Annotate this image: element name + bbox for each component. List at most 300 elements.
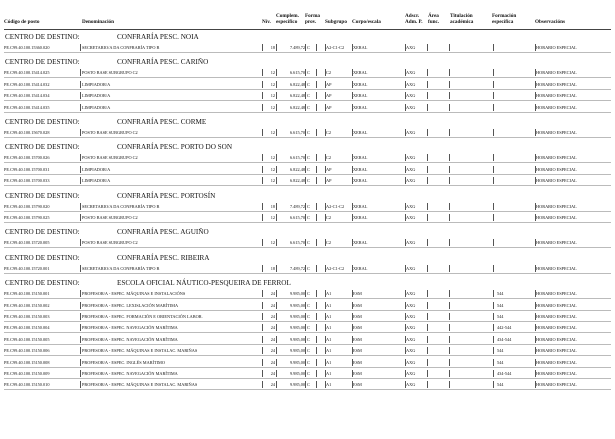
cell-divider: [305, 290, 306, 297]
cell-forma: C: [307, 45, 310, 50]
cell-divider: [80, 324, 81, 331]
cell-divider: [305, 381, 306, 388]
centro-label: CENTRO DE DESTINO:: [5, 253, 80, 262]
col-header-complemento-1: Complem.: [276, 13, 299, 19]
cell-area: [428, 358, 448, 367]
cell-code: PE.C99.40.100.15150.003: [4, 314, 50, 319]
col-header-subgrupo: Subgrupo: [325, 19, 347, 25]
cell-adscr: AXG: [406, 325, 416, 331]
cell-observacions: HORARIO ESPECIAL: [536, 382, 577, 388]
cell-area: [428, 165, 448, 174]
cell-titulacion: [450, 380, 492, 389]
cell-divider: [305, 359, 306, 366]
cell-complemento: 7.489,72: [289, 265, 305, 271]
cell-titulacion: [450, 289, 492, 298]
row-separator: [4, 77, 611, 78]
centro-label: CENTRO DE DESTINO:: [5, 33, 80, 41]
cell-divider: [493, 69, 494, 76]
cell-complemento: 9.985,00: [289, 348, 305, 354]
cell-divider: [305, 154, 306, 161]
cell-forma: C: [307, 203, 310, 209]
cell-code: PE.C99.40.100.15150.006: [4, 348, 50, 354]
table-row: [4, 165, 611, 174]
cell-nivel: 24: [270, 302, 275, 308]
cell-divider: [305, 239, 306, 246]
table-row: [4, 358, 611, 367]
cell-divider: [80, 203, 81, 210]
cell-code: PE.C99.40.100.15700.026: [4, 155, 50, 161]
cell-divider: [305, 129, 306, 136]
row-separator: [4, 162, 611, 163]
cell-divider: [316, 69, 317, 76]
cell-divider: [316, 81, 317, 88]
col-header-area-2: func.: [428, 19, 440, 25]
cell-nivel: 12: [270, 70, 275, 76]
cell-formacion: [497, 103, 533, 112]
centro-name: CONFRARÍA PESC. PORTO DO SON: [117, 143, 233, 152]
row-separator: [4, 355, 611, 356]
cell-nivel: 18: [270, 45, 275, 50]
cell-formacion: 544: [497, 359, 504, 365]
col-header-titulacion-1: Titulación: [450, 13, 473, 19]
cell-divider: [80, 177, 81, 184]
cell-complemento: 6.615,70: [289, 155, 305, 161]
cell-corpo: ESM: [353, 302, 362, 308]
cell-divider: [80, 347, 81, 354]
cell-code: PE.C99.40.100.15150.002: [4, 302, 50, 308]
cell-denominacion: PROFESOR/A - ESPEC. NAVEGACIÓN MARÍTIMA: [82, 325, 178, 331]
cell-forma: C: [307, 178, 310, 184]
cell-corpo: XERAL: [353, 178, 368, 184]
cell-forma: C: [307, 336, 310, 342]
cell-divider: [316, 347, 317, 354]
row-separator: [4, 52, 611, 53]
cell-adscr: AXG: [406, 291, 416, 297]
cell-subgrupo: C2: [326, 70, 332, 76]
cell-complemento: 9.985,00: [289, 359, 305, 365]
cell-corpo: ESM: [353, 348, 362, 354]
cell-nivel: 12: [270, 178, 275, 184]
cell-denominacion: LIMPIADOR/A: [82, 93, 111, 99]
cell-divider: [305, 81, 306, 88]
cell-code: PE.C99.40.100.15700.031: [4, 166, 50, 172]
cell-formacion: [497, 68, 533, 77]
cell-corpo: XERAL: [353, 155, 368, 161]
cell-adscr: AXG: [406, 70, 416, 76]
cell-nivel: 24: [270, 325, 275, 331]
cell-adscr: AXG: [406, 45, 416, 50]
cell-nivel: 12: [270, 104, 275, 110]
cell-complemento: 9.985,00: [289, 314, 305, 319]
cell-divider: [305, 214, 306, 221]
col-header-codigo: Código de posto: [4, 19, 40, 25]
cell-denominacion: PROFESOR/A - ESPEC. MÁQUINAS E INSTALAC. MARIÑAS: [82, 348, 198, 354]
cell-denominacion: SECRETARIO/A DA CONFRARÍA TIPO B: [82, 265, 160, 271]
cell-area: [428, 369, 448, 378]
centro-label: CENTRO DE DESTINO:: [5, 279, 80, 288]
cell-titulacion: [450, 91, 492, 100]
cell-subgrupo: A1: [326, 382, 332, 388]
cell-adscr: AXG: [406, 81, 416, 87]
cell-complemento: 9.985,00: [289, 291, 305, 297]
cell-divider: [80, 239, 81, 246]
cell-area: [428, 176, 448, 185]
cell-divider: [316, 265, 317, 272]
cell-nivel: 24: [270, 359, 275, 365]
centro-label: CENTRO DE DESTINO:: [5, 143, 80, 152]
cell-code: PE.C99.40.100.15720.001: [4, 265, 50, 271]
cell-divider: [305, 44, 306, 51]
cell-titulacion: [450, 202, 492, 211]
cell-denominacion: LIMPIADOR/A: [82, 178, 111, 184]
cell-area: [428, 346, 448, 355]
cell-observacions: HORARIO ESPECIAL: [536, 325, 577, 331]
cell-area: [428, 43, 448, 52]
table-row: [4, 103, 611, 112]
cell-area: [428, 68, 448, 77]
row-separator: [4, 174, 611, 175]
cell-corpo: XERAL: [353, 215, 368, 220]
cell-divider: [80, 154, 81, 161]
row-separator: [4, 112, 611, 113]
cell-divider: [493, 265, 494, 272]
cell-denominacion: LIMPIADOR/A: [82, 104, 111, 110]
cell-adscr: AXG: [406, 93, 416, 99]
cell-adscr: AXG: [406, 104, 416, 110]
cell-code: PE.C99.40.100.15720.005: [4, 240, 50, 246]
cell-divider: [80, 370, 81, 377]
cell-divider: [316, 324, 317, 331]
cell-complemento: 7.489,72: [289, 203, 305, 209]
table-row: [4, 91, 611, 100]
centro-label: CENTRO DE DESTINO:: [5, 118, 80, 126]
cell-corpo: XERAL: [353, 130, 368, 135]
cell-denominacion: PROFESOR/A - ESPEC. MÁQUINAS E INSTALACIÓNS: [82, 291, 186, 297]
col-header-formacion-2: específica: [492, 19, 514, 25]
cell-formacion: [497, 202, 533, 211]
cell-area: [428, 128, 448, 137]
cell-subgrupo: A1: [326, 302, 332, 308]
cell-divider: [316, 370, 317, 377]
cell-forma: C: [307, 348, 310, 354]
cell-titulacion: [450, 43, 492, 52]
cell-forma: C: [307, 166, 310, 172]
cell-observacions: HORARIO ESPECIAL: [536, 240, 577, 246]
cell-area: [428, 153, 448, 162]
cell-code: PE.C99.40.100.15790.020: [4, 203, 50, 209]
cell-titulacion: [450, 238, 492, 247]
cell-titulacion: [450, 68, 492, 77]
cell-observacions: HORARIO ESPECIAL: [536, 314, 577, 319]
col-header-adscr-1: Adscr.: [405, 13, 420, 19]
cell-divider: [316, 313, 317, 320]
cell-adscr: AXG: [406, 240, 416, 246]
cell-adscr: AXG: [406, 178, 416, 184]
cell-forma: C: [307, 302, 310, 308]
cell-nivel: 12: [270, 93, 275, 99]
cell-code: PE.C99.40.100.15150.010: [4, 382, 50, 388]
row-separator: [4, 222, 611, 223]
cell-subgrupo: A1: [326, 336, 332, 342]
cell-corpo: ESM: [353, 314, 362, 319]
cell-complemento: 6.822,48: [289, 178, 305, 184]
cell-adscr: AXG: [406, 314, 416, 319]
table-row: [4, 346, 611, 355]
cell-area: [428, 323, 448, 332]
cell-observacions: HORARIO ESPECIAL: [536, 336, 577, 342]
row-separator: [4, 332, 611, 333]
cell-divider: [305, 302, 306, 309]
cell-divider: [80, 290, 81, 297]
cell-complemento: 9.985,00: [289, 382, 305, 388]
cell-complemento: 6.615,70: [289, 70, 305, 76]
table-row: [4, 80, 611, 89]
cell-formacion: [497, 91, 533, 100]
col-header-titulacion-2: académica: [450, 19, 474, 25]
cell-nivel: 12: [270, 130, 275, 135]
cell-forma: C: [307, 265, 310, 271]
cell-divider: [316, 129, 317, 136]
cell-divider: [305, 347, 306, 354]
cell-corpo: ESM: [353, 371, 362, 376]
centro-name: CONFRARÍA PESC. PORTOSÍN: [117, 191, 216, 200]
cell-adscr: AXG: [406, 302, 416, 308]
cell-subgrupo: AP: [326, 93, 332, 99]
cell-divider: [493, 92, 494, 99]
cell-code: PE.C99.40.100.15414.034: [4, 93, 50, 99]
cell-complemento: 6.822,48: [289, 104, 305, 110]
cell-observacions: HORARIO ESPECIAL: [536, 166, 577, 172]
cell-complemento: 6.822,48: [289, 93, 305, 99]
table-row: [4, 43, 611, 52]
col-header-forma-2: prov.: [305, 19, 317, 25]
cell-observacions: HORARIO ESPECIAL: [536, 130, 577, 135]
cell-divider: [80, 166, 81, 173]
cell-denominacion: PROFESOR/A - ESPEC. LEXISLACIÓN MARÍTIMA: [82, 302, 179, 308]
cell-corpo: XERAL: [353, 166, 368, 172]
cell-formacion: [497, 128, 533, 137]
section-heading: [5, 254, 209, 262]
cell-titulacion: [450, 312, 492, 321]
cell-area: [428, 238, 448, 247]
row-separator: [4, 137, 611, 138]
cell-denominacion: PROFESOR/A - ESPEC. INGLÉS MARÍTIMO: [82, 359, 165, 365]
cell-nivel: 24: [270, 371, 275, 376]
col-header-forma-1: Forma: [305, 13, 320, 19]
cell-observacions: HORARIO ESPECIAL: [536, 265, 577, 271]
cell-code: PE.C99.40.100.15150.009: [4, 371, 50, 376]
cell-complemento: 6.615,70: [289, 215, 305, 220]
cell-forma: C: [307, 359, 310, 365]
cell-divider: [316, 154, 317, 161]
cell-divider: [493, 302, 494, 309]
row-separator: [4, 310, 611, 311]
cell-code: PE.C99.40.100.15150.005: [4, 336, 50, 342]
row-separator: [4, 273, 611, 274]
cell-forma: C: [307, 382, 310, 388]
cell-code: PE.C99.40.100.15790.025: [4, 215, 50, 220]
cell-corpo: ESM: [353, 291, 362, 297]
row-separator: [4, 298, 611, 299]
cell-denominacion: PROFESOR/A - ESPEC. MÁQUINAS E INSTALAC. MARIÑAS: [82, 382, 198, 388]
cell-formacion: [497, 176, 533, 185]
cell-forma: C: [307, 240, 310, 246]
cell-complemento: 9.985,00: [289, 302, 305, 308]
cell-corpo: ESM: [353, 336, 362, 342]
cell-divider: [305, 324, 306, 331]
table-row: [4, 264, 611, 273]
cell-observacions: HORARIO ESPECIAL: [536, 302, 577, 308]
cell-observacions: HORARIO ESPECIAL: [536, 104, 577, 110]
cell-subgrupo: AP: [326, 166, 332, 172]
row-separator: [4, 389, 611, 390]
table-row: [4, 128, 611, 137]
cell-divider: [80, 104, 81, 111]
cell-titulacion: [450, 176, 492, 185]
cell-divider: [316, 104, 317, 111]
cell-denominacion: PROFESOR/A - ESPEC. NAVEGACIÓN MARÍTIMA: [82, 336, 178, 342]
cell-divider: [316, 381, 317, 388]
cell-corpo: XERAL: [353, 70, 368, 76]
cell-nivel: 24: [270, 314, 275, 319]
table-row: [4, 369, 611, 378]
cell-denominacion: SECRETARIO/A DA CONFRARÍA TIPO B: [82, 203, 160, 209]
cell-forma: C: [307, 104, 310, 110]
cell-titulacion: [450, 335, 492, 344]
cell-observacions: HORARIO ESPECIAL: [536, 371, 577, 376]
section-heading: [5, 58, 208, 66]
cell-area: [428, 80, 448, 89]
cell-divider: [493, 177, 494, 184]
cell-code: PE.C99.40.100.15150.001: [4, 291, 50, 297]
col-header-nivel: Nív.: [262, 19, 271, 25]
cell-divider: [316, 214, 317, 221]
col-header-observacions: Observacións: [535, 19, 565, 25]
cell-area: [428, 289, 448, 298]
header-rule: [4, 29, 611, 30]
cell-nivel: 24: [270, 382, 275, 388]
section-heading: [5, 143, 232, 151]
cell-corpo: ESM: [353, 325, 362, 331]
cell-titulacion: [450, 358, 492, 367]
cell-nivel: 12: [270, 215, 275, 220]
row-separator: [4, 185, 611, 186]
cell-corpo: XERAL: [353, 203, 368, 209]
cell-adscr: AXG: [406, 215, 416, 220]
cell-divider: [305, 177, 306, 184]
cell-formacion: [497, 264, 533, 273]
cell-divider: [80, 302, 81, 309]
cell-forma: C: [307, 371, 310, 376]
cell-divider: [493, 166, 494, 173]
row-separator: [4, 89, 611, 90]
cell-observacions: HORARIO ESPECIAL: [536, 45, 577, 50]
cell-forma: C: [307, 81, 310, 87]
cell-area: [428, 264, 448, 273]
row-separator: [4, 100, 611, 101]
cell-observacions: HORARIO ESPECIAL: [536, 215, 577, 220]
table-row: [4, 323, 611, 332]
cell-divider: [305, 313, 306, 320]
cell-formacion: [497, 213, 533, 222]
cell-corpo: XERAL: [353, 240, 368, 246]
table-row: [4, 289, 611, 298]
cell-observacions: HORARIO ESPECIAL: [536, 93, 577, 99]
table-row: [4, 176, 611, 185]
cell-denominacion: POSTO BASE SUBGRUPO C2: [82, 70, 138, 76]
centro-name: ESCOLA OFICIAL NÁUTICO-PESQUEIRA DE FERROL: [117, 279, 291, 288]
cell-corpo: XERAL: [353, 265, 368, 271]
cell-area: [428, 91, 448, 100]
cell-complemento: 7.489,72: [289, 45, 305, 50]
cell-subgrupo: A1: [326, 291, 332, 297]
cell-subgrupo: AP: [326, 81, 332, 87]
cell-code: PE.C99.40.100.15414.032: [4, 81, 50, 87]
cell-divider: [316, 92, 317, 99]
table-row: [4, 238, 611, 247]
cell-code: PE.C99.40.100.15414.025: [4, 70, 50, 76]
cell-subgrupo: A2-C1-C2: [326, 265, 345, 271]
cell-subgrupo: A1: [326, 371, 332, 376]
cell-divider: [493, 129, 494, 136]
cell-divider: [305, 265, 306, 272]
table-row: [4, 335, 611, 344]
cell-divider: [80, 214, 81, 221]
cell-complemento: 6.822,48: [289, 166, 305, 172]
cell-formacion: [497, 238, 533, 247]
cell-code: PE.C99.40.100.15414.035: [4, 104, 50, 110]
cell-titulacion: [450, 153, 492, 162]
col-header-denominacion: Denominación: [82, 19, 114, 25]
table-row: [4, 301, 611, 310]
cell-denominacion: POSTO BASE SUBGRUPO C2: [82, 215, 138, 220]
cell-nivel: 24: [270, 291, 275, 297]
cell-forma: C: [307, 130, 310, 135]
cell-adscr: AXG: [406, 203, 416, 209]
cell-formacion: 544: [497, 382, 504, 388]
cell-divider: [493, 104, 494, 111]
cell-titulacion: [450, 323, 492, 332]
cell-divider: [80, 44, 81, 51]
cell-divider: [305, 104, 306, 111]
cell-subgrupo: C2: [326, 155, 332, 161]
cell-divider: [316, 203, 317, 210]
cell-forma: C: [307, 93, 310, 99]
cell-formacion: 544: [497, 302, 504, 308]
cell-forma: C: [307, 291, 310, 297]
cell-divider: [80, 92, 81, 99]
centro-label: CENTRO DE DESTINO:: [5, 58, 80, 67]
cell-adscr: AXG: [406, 382, 416, 388]
table-row: [4, 380, 611, 389]
cell-nivel: 12: [270, 81, 275, 87]
cell-divider: [305, 92, 306, 99]
row-separator: [4, 211, 611, 212]
cell-formacion: [497, 153, 533, 162]
cell-denominacion: SECRETARIO/A DA CONFRARÍA TIPO B: [82, 45, 160, 50]
cell-subgrupo: A2-C1-C2: [326, 203, 345, 209]
cell-divider: [80, 81, 81, 88]
cell-corpo: XERAL: [353, 81, 368, 87]
cell-formacion: 544: [497, 348, 504, 354]
cell-subgrupo: A1: [326, 325, 332, 331]
cell-formacion: [497, 43, 533, 52]
centro-name: CONFRARÍA PESC. NOIA: [117, 33, 199, 41]
cell-nivel: 18: [270, 203, 275, 209]
cell-divider: [80, 313, 81, 320]
cell-titulacion: [450, 128, 492, 137]
cell-divider: [316, 166, 317, 173]
